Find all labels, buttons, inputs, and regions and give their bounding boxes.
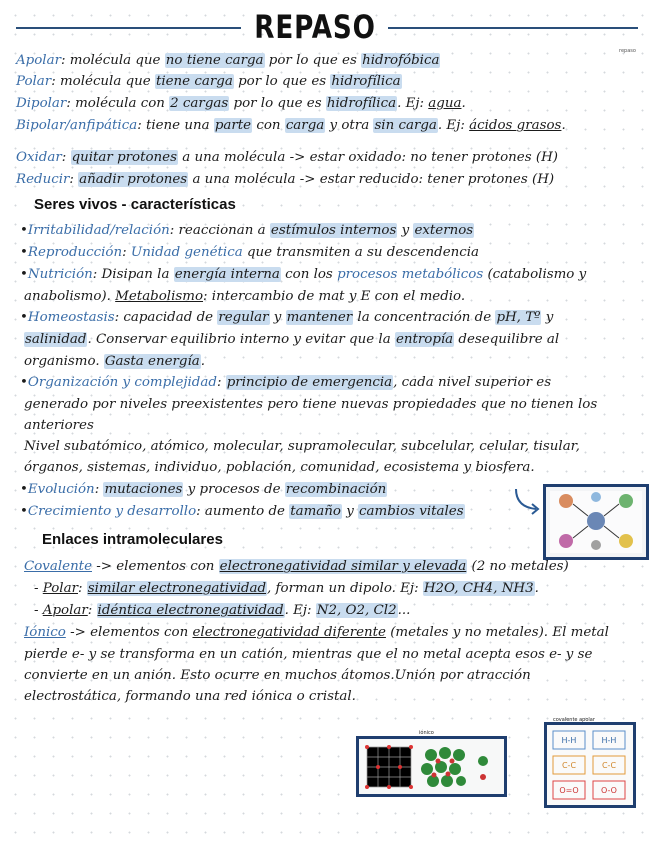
text: . (200, 354, 205, 369)
highlight: carga (285, 118, 325, 133)
underline: ácidos grasos (469, 118, 562, 133)
highlight: tamaño (290, 504, 341, 519)
text: : (94, 482, 104, 497)
cov-cell: H-H (561, 736, 577, 745)
item-homeostasis-cont (24, 331, 559, 349)
term: Iónico (24, 625, 66, 640)
cov-cell: C-C (601, 761, 617, 770)
highlight: energía interna (174, 267, 280, 282)
ionic-crystal-figure (356, 730, 507, 797)
cov-cell: H-H (601, 736, 617, 745)
item-organizacion-l5: órganos, sistemas, individuo, población, comunidad, ecosistema y biosfera. (24, 460, 535, 475)
def-reducir (16, 171, 554, 189)
highlight: 2 cargas (170, 96, 229, 111)
text: y (541, 310, 554, 325)
highlight: externos (414, 223, 474, 238)
item-ionico-l2: pierde e- y se transforma en un catión, mientras que el no metal acepta esos e- y se (24, 647, 593, 662)
evolution-diagram-image (546, 487, 646, 557)
text: y (341, 504, 359, 519)
text: - (34, 581, 43, 596)
text: : (122, 245, 131, 260)
term: Reproducción (27, 245, 123, 260)
term: Irritabilidad/relación (27, 223, 170, 238)
term: Polar (16, 74, 52, 89)
highlight: H2O, CH4, NH3 (423, 581, 534, 596)
item-reproduccion: •Reproducción: Unidad genética que transmiten a su descendencia (20, 245, 480, 260)
text: : aumento de (196, 504, 290, 519)
page-title: REPASO (254, 8, 376, 46)
text: : Disipan la (92, 267, 174, 282)
ionic-figure-caption: iónico (419, 730, 434, 736)
highlight: recombinación (285, 482, 387, 497)
item-ionico (24, 624, 609, 642)
text: -> elementos con (92, 559, 219, 574)
text: anabolismo). (24, 289, 116, 304)
highlight: hidrofílica (331, 74, 401, 89)
text: y otra (325, 118, 374, 133)
text: (2 no metales) (467, 559, 569, 574)
covalent-bonds-figure (544, 717, 636, 808)
term: Evolución (27, 482, 95, 497)
text: : capacidad de (114, 310, 218, 325)
item-covalente (24, 558, 569, 576)
text: . Ej: (437, 118, 470, 133)
def-oxidar (16, 149, 558, 167)
term: Reducir (16, 172, 70, 187)
item-crecimiento: •Crecimiento y desarrollo: aumento de tamaño y cambios vitales (20, 504, 464, 519)
text: por lo que es (264, 53, 362, 68)
highlight: entropía (395, 332, 454, 347)
highlight: hidrofílica (326, 96, 397, 111)
text: : (69, 172, 79, 187)
underline: agua (428, 96, 462, 111)
term: Nutrición (27, 267, 93, 282)
item-organizacion-l4: Nivel subatómico, atómico, molecular, supramolecular, subcelular, celular, tisular, (24, 439, 580, 454)
highlight: hidrofóbica (362, 53, 440, 68)
cov-cell: C-C (561, 761, 577, 770)
def-apolar (16, 52, 440, 70)
item-organizacion-l3: anteriores (24, 418, 94, 433)
item-nutricion: •Nutrición: Disipan la energía interna con los procesos metabólicos (catabolismo y (20, 267, 587, 282)
highlight: cambios vitales (359, 504, 464, 519)
def-bipolar (16, 117, 566, 135)
highlight: no tiene carga (165, 53, 264, 68)
item-ionico-l3: convierte en un anión. Esto ocurre en muchos átomos.Unión por atracción (24, 668, 531, 683)
highlight: salinidad (25, 332, 87, 347)
text: . Ej: (397, 96, 429, 111)
highlight: principio de emergencia (226, 375, 393, 390)
highlight: Gasta energía (104, 354, 200, 369)
highlight: parte (214, 118, 252, 133)
text: a una molécula -> estar reducido: tener protones (H) (188, 172, 555, 187)
text: y procesos de (183, 482, 285, 497)
term: Homeostasis (27, 310, 115, 325)
highlight: idéntica electronegatividad (97, 603, 284, 618)
underline: Metabolismo (115, 289, 204, 304)
text: desequilibre al (454, 332, 560, 347)
covalent-figure-caption: covalente apolar (553, 717, 595, 723)
highlight: pH, Tº (496, 310, 541, 325)
text: - (34, 603, 43, 618)
text: . Conservar equilibrio interno y evitar que la (87, 332, 395, 347)
term: Crecimiento y desarrollo (27, 504, 197, 519)
text: : (77, 581, 87, 596)
cov-cell: O=O (559, 786, 579, 795)
highlight: electronegatividad similar y elevada (219, 559, 467, 574)
section-heading-enlaces: Enlaces intramoleculares (42, 531, 223, 548)
term: Apolar (42, 603, 88, 618)
curved-arrow-icon (510, 485, 546, 517)
cov-cell: O-O (601, 786, 617, 795)
text: : intercambio de mat y E con el medio. (203, 289, 466, 304)
text: . Ej: (284, 603, 316, 618)
item-polar (34, 580, 539, 598)
text: con (252, 118, 285, 133)
text: : molécula con (66, 96, 170, 111)
text: que transmiten a su descendencia (242, 245, 480, 260)
ionic-lattice-image (359, 739, 504, 794)
highlight: N2, O2, Cl2 (316, 603, 397, 618)
highlight: tiene carga (155, 74, 233, 89)
item-apolar (34, 602, 410, 620)
highlight: quitar protones (71, 150, 177, 165)
term: Organización y complejidad (27, 375, 217, 390)
highlight: similar electronegatividad (87, 581, 267, 596)
text: ... (397, 603, 411, 618)
underline: electronegatividad diferente (192, 625, 386, 640)
highlight: estímulos internos (270, 223, 397, 238)
text: a una molécula -> estar oxidado: no tener protones (H) (177, 150, 558, 165)
text: : reaccionan a (169, 223, 270, 238)
term: procesos metabólicos (337, 267, 484, 282)
item-organizacion-l2: generado por niveles preexistentes pero tiene nuevas propiedades que no tienen los (24, 397, 598, 412)
text: (metales y no metales). El metal (385, 625, 609, 640)
title-rule-right (388, 27, 638, 29)
text: , cada nivel superior es (393, 375, 552, 390)
text: , forman un dipolo. Ej: (267, 581, 423, 596)
text: : molécula que (60, 53, 165, 68)
highlight: sin carga (374, 118, 437, 133)
highlight: regular (218, 310, 269, 325)
term: Unidad genética (130, 245, 243, 260)
item-ionico-l4: electrostática, formando una red iónica o cristal. (24, 689, 356, 704)
def-dipolar (16, 95, 466, 113)
evolution-figure (543, 484, 649, 560)
text: : molécula que (51, 74, 155, 89)
item-homeostasis-cont2 (24, 353, 205, 371)
term: Oxidar (16, 150, 62, 165)
text: : tiene una (137, 118, 214, 133)
item-irritabilidad: •Irritabilidad/relación: reaccionan a estímulos internos y externos (20, 223, 474, 238)
text: por lo que es (233, 74, 331, 89)
term: Polar (42, 581, 78, 596)
covalent-bonds-image (547, 725, 633, 805)
text: : (216, 375, 226, 390)
text: la concentración de (353, 310, 496, 325)
text: . (561, 118, 566, 133)
text: y (397, 223, 414, 238)
text: por lo que es (229, 96, 326, 111)
title-rule-left (16, 27, 241, 29)
item-organizacion: •Organización y complejidad: principio de emergencia, cada nivel superior es (20, 375, 552, 390)
text: (catabolismo y (483, 267, 587, 282)
term: Covalente (24, 559, 92, 574)
item-homeostasis: •Homeostasis: capacidad de regular y mantener la concentración de pH, Tº y (20, 310, 554, 325)
item-evolucion: •Evolución: mutaciones y procesos de recombinación (20, 482, 387, 497)
term: Dipolar (16, 96, 67, 111)
text: : (61, 150, 71, 165)
item-nutricion-cont (24, 288, 465, 306)
text: . (461, 96, 466, 111)
highlight: mutaciones (104, 482, 183, 497)
section-heading-seres-vivos: Seres vivos - características (34, 196, 236, 213)
text: -> elementos con (65, 625, 193, 640)
term: Apolar (16, 53, 61, 68)
text: : (87, 603, 97, 618)
text: . (534, 581, 539, 596)
highlight: añadir protones (79, 172, 188, 187)
text: y (269, 310, 286, 325)
text: organismo. (24, 354, 104, 369)
highlight: mantener (286, 310, 353, 325)
def-polar (16, 73, 402, 91)
text: con los (280, 267, 338, 282)
term: Bipolar/anfipática (16, 118, 138, 133)
corner-note: repaso (619, 48, 636, 54)
